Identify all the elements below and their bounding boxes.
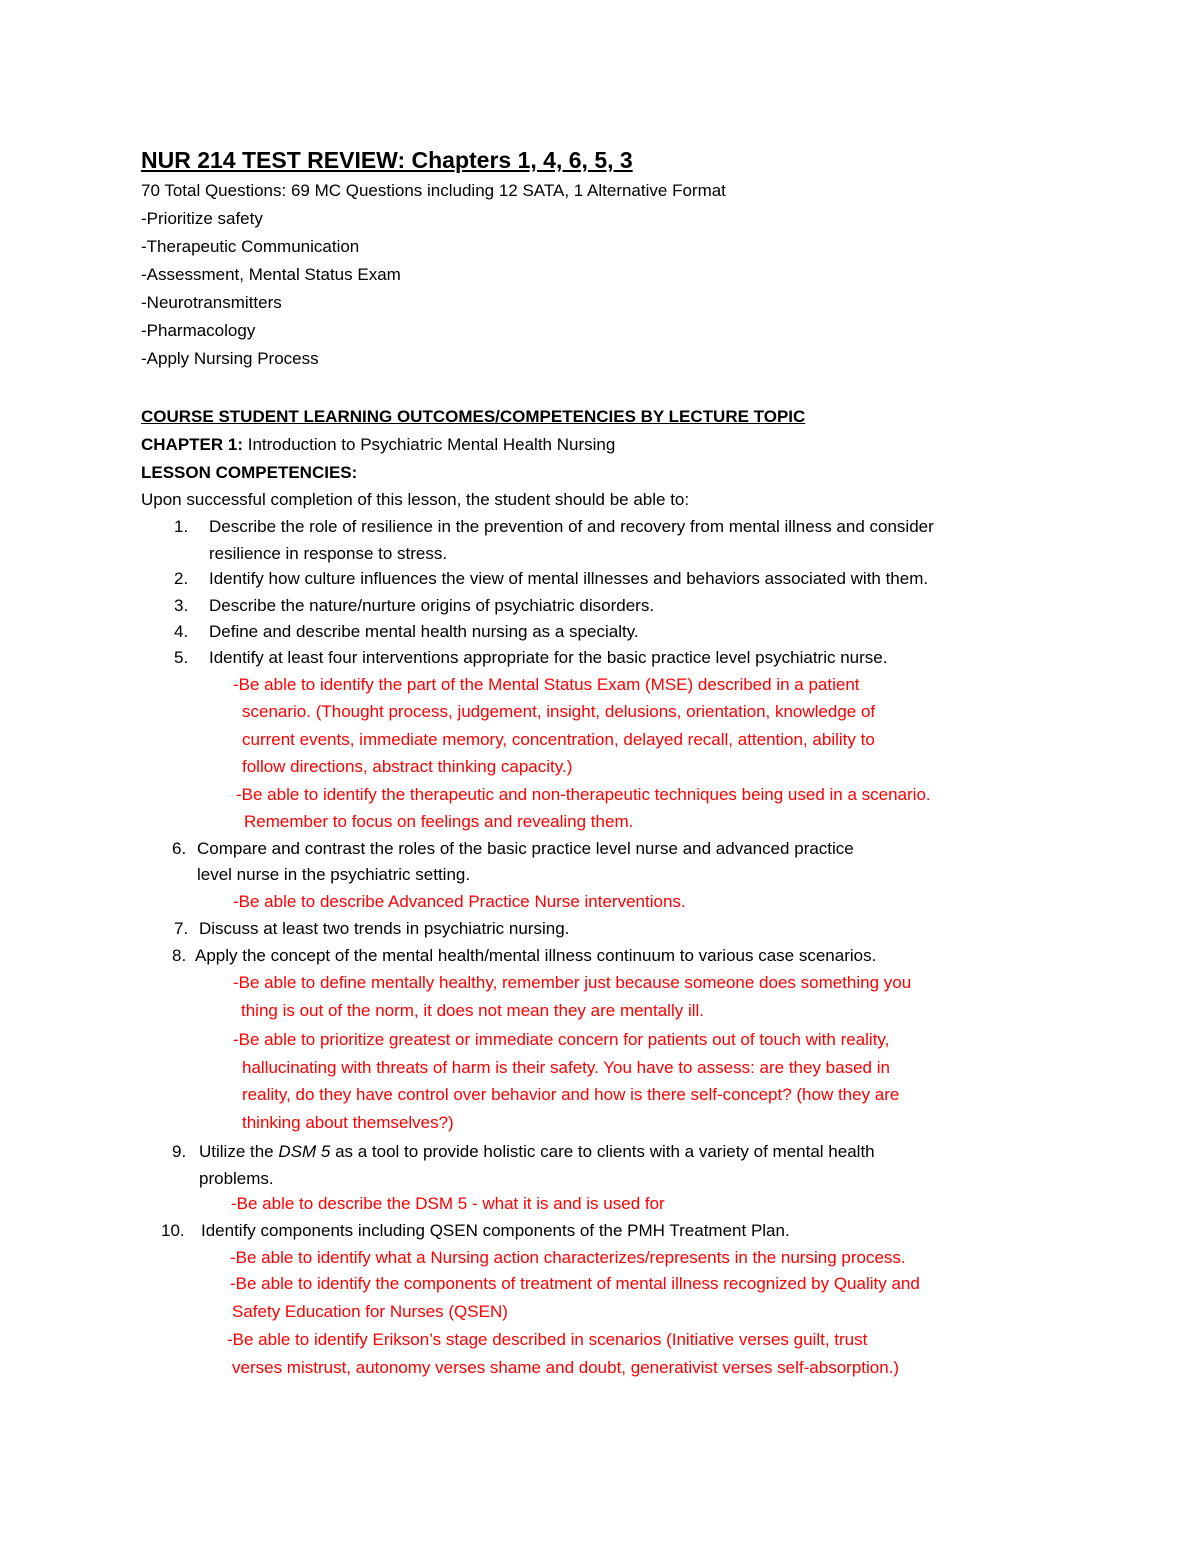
note-text: scenario. (Thought process, judgement, insight, delusions, orientation, knowledge of (242, 702, 876, 721)
note-text: -Be able to identify Erikson’s stage described in scenarios (Initiative verses guilt, trust (227, 1330, 868, 1349)
note-text: follow directions, abstract thinking capacity.) (242, 757, 573, 776)
document-title: NUR 214 TEST REVIEW: Chapters 1, 4, 6, 5, 3 (141, 147, 633, 173)
note-text: Remember to focus on feelings and revealing them. (244, 812, 634, 831)
note-text: -Be able to identify the therapeutic and non-therapeutic techniques being used in a scenario. (236, 785, 931, 804)
note-text: thinking about themselves?) (242, 1113, 454, 1132)
item-text: Compare and contrast the roles of the basic practice level nurse and advanced practice (197, 839, 854, 858)
note-text: -Be able to identify the part of the Mental Status Exam (MSE) described in a patient (233, 675, 860, 694)
note-text: -Be able to identify the components of treatment of mental illness recognized by Quality and (230, 1274, 920, 1293)
item-number: 3. (174, 596, 189, 615)
item-text-part: Utilize the (199, 1142, 279, 1161)
chapter-title: Introduction to Psychiatric Mental Health Nursing (247, 435, 616, 454)
note-text: thing is out of the norm, it does not mean they are mentally ill. (241, 1001, 705, 1020)
note-text: -Be able to describe the DSM 5 - what it is and is used for (231, 1194, 665, 1213)
dsm-title: DSM 5 (278, 1142, 331, 1161)
item-number: 9. (172, 1142, 187, 1161)
note-text: reality, do they have control over behavior and how is there self-concept? (how they are (242, 1085, 900, 1104)
note-text: -Be able to identify what a Nursing action characterizes/represents in the nursing process. (230, 1248, 906, 1267)
topic-item: -Pharmacology (141, 321, 256, 340)
note-text: -Be able to describe Advanced Practice Nurse interventions. (233, 892, 686, 911)
item-number: 4. (174, 622, 189, 641)
lesson-heading: LESSON COMPETENCIES: (141, 463, 358, 482)
item-text: Identify at least four interventions appropriate for the basic practice level psychiatric nurse. (209, 648, 888, 667)
item-text: level nurse in the psychiatric setting. (197, 865, 471, 884)
item-number: 10. (161, 1221, 185, 1240)
item-text: Identify components including QSEN components of the PMH Treatment Plan. (201, 1221, 790, 1240)
section-heading: COURSE STUDENT LEARNING OUTCOMES/COMPETENCIES BY LECTURE TOPIC (141, 407, 806, 426)
item-text: Describe the nature/nurture origins of psychiatric disorders. (209, 596, 655, 615)
item-number: 1. (174, 517, 189, 536)
note-text: current events, immediate memory, concentration, delayed recall, attention, ability to (242, 730, 875, 749)
note-text: verses mistrust, autonomy verses shame and doubt, generativist verses self-absorption.) (232, 1358, 900, 1377)
item-text-part: as a tool to provide holistic care to clients with a variety of mental health (330, 1142, 875, 1161)
chapter-line (141, 434, 615, 456)
item-number: 8. (172, 946, 187, 965)
item-number: 5. (174, 648, 189, 667)
item-text: Describe the role of resilience in the prevention of and recovery from mental illness and consider (209, 517, 934, 536)
chapter-label: CHAPTER 1: (141, 435, 244, 454)
item-number: 6. (172, 839, 187, 858)
item-text: Define and describe mental health nursing as a specialty. (209, 622, 639, 641)
note-text: Safety Education for Nurses (QSEN) (232, 1302, 508, 1321)
topic-item: -Neurotransmitters (141, 293, 282, 312)
item-text: Identify how culture influences the view of mental illnesses and behaviors associated with them. (209, 569, 929, 588)
item-number: 2. (174, 569, 189, 588)
item-number: 7. (174, 919, 189, 938)
item-text: resilience in response to stress. (209, 544, 448, 563)
topic-item: -Apply Nursing Process (141, 349, 319, 368)
lesson-intro: Upon successful completion of this lesson, the student should be able to: (141, 490, 690, 509)
question-summary: 70 Total Questions: 69 MC Questions including 12 SATA, 1 Alternative Format (141, 181, 726, 200)
item-text: problems. (199, 1169, 274, 1188)
item-text: Discuss at least two trends in psychiatric nursing. (199, 919, 570, 938)
note-text: -Be able to prioritize greatest or immediate concern for patients out of touch with reality, (233, 1030, 890, 1049)
topic-item: -Prioritize safety (141, 209, 263, 228)
topic-item: -Assessment, Mental Status Exam (141, 265, 401, 284)
topic-item: -Therapeutic Communication (141, 237, 360, 256)
note-text: hallucinating with threats of harm is their safety. You have to assess: are they based in (242, 1058, 890, 1077)
item-text: Apply the concept of the mental health/mental illness continuum to various case scenarios. (195, 946, 877, 965)
note-text: -Be able to define mentally healthy, remember just because someone does something you (233, 973, 912, 992)
item-text (199, 1141, 875, 1163)
